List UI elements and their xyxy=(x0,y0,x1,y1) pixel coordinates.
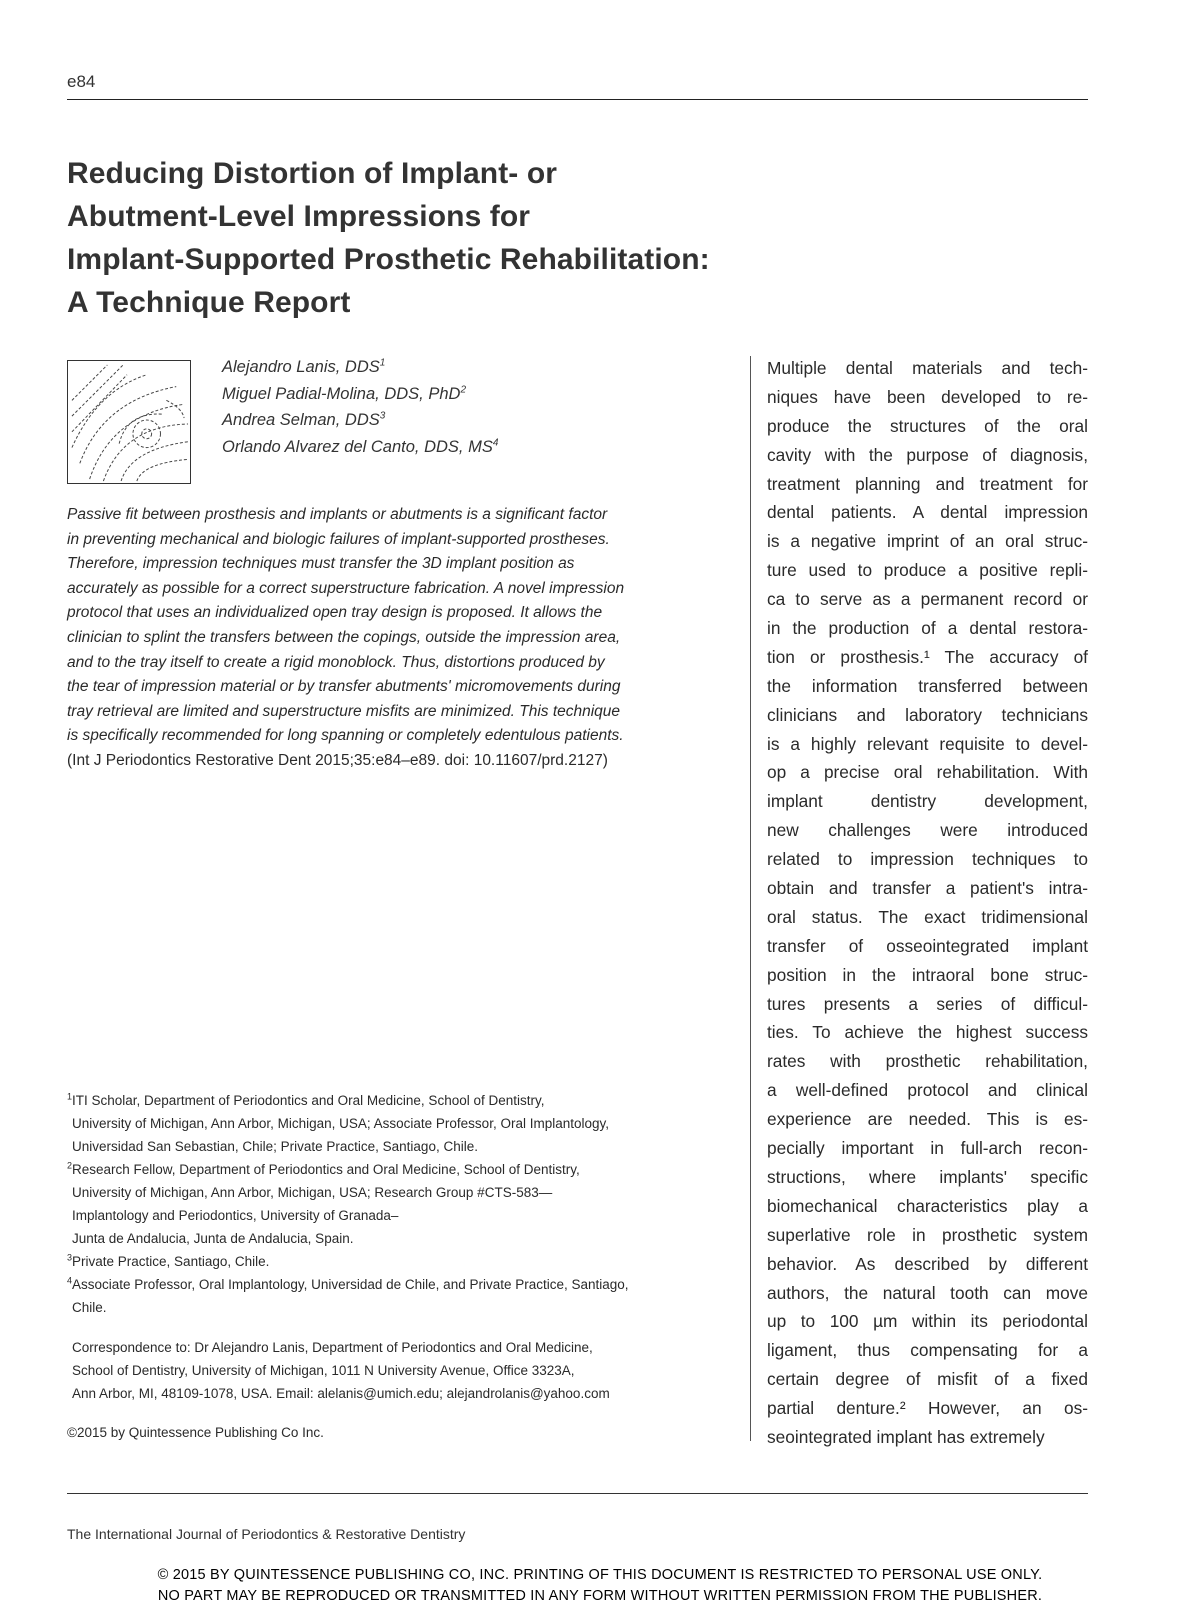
restriction-line: © 2015 BY QUINTESSENCE PUBLISHING CO, INC. PRINTING OF THIS DOCUMENT IS RESTRICTED TO PERSONAL USE ONLY. xyxy=(157,1567,1043,1583)
footer-rule xyxy=(67,1493,1088,1494)
body-line: ca to serve as a permanent record or xyxy=(767,589,1088,610)
affiliation-line xyxy=(67,1089,757,1112)
body-line: op a precise oral rehabilitation. With xyxy=(767,762,1088,783)
body-text-column xyxy=(767,354,1088,1452)
body-line: up to 100 µm within its periodontal xyxy=(767,1311,1088,1332)
body-line: clinicians and laboratory technicians xyxy=(767,704,1088,725)
body-line: treatment planning and treatment for xyxy=(767,473,1088,494)
body-line: transfer of osseointegrated implant xyxy=(767,935,1088,956)
title-line: A Technique Report xyxy=(67,286,351,319)
author-list xyxy=(222,354,498,460)
abstract-line: Therefore, impression techniques must transfer the 3D implant position as xyxy=(67,555,575,573)
copyright-notice: ©2015 by Quintessence Publishing Co Inc. xyxy=(67,1425,324,1440)
affiliation-line xyxy=(67,1250,757,1273)
body-line: seointegrated implant has extremely xyxy=(767,1426,1045,1447)
author-name: Alejandro Lanis, DDS xyxy=(222,358,380,376)
body-line: rates with prosthetic rehabilitation, xyxy=(767,1051,1088,1072)
body-line: ligament, thus compensating for a xyxy=(767,1340,1088,1361)
author-sup: 2 xyxy=(460,384,466,395)
restriction-notice xyxy=(0,1565,1200,1606)
body-line: produce the structures of the oral xyxy=(767,415,1088,436)
abstract xyxy=(67,503,747,774)
abstract-line: protocol that uses an individualized open tray design is proposed. It allows the xyxy=(67,604,603,622)
affiliation-line: Universidad San Sebastian, Chile; Private Practice, Santiago, Chile. xyxy=(72,1139,478,1154)
author xyxy=(222,381,498,408)
body-line: position in the intraoral bone struc- xyxy=(767,964,1088,985)
body-line: tures presents a series of difficul- xyxy=(767,993,1088,1014)
body-line: partial denture.² However, an os- xyxy=(767,1398,1088,1419)
body-line: related to impression techniques to xyxy=(767,849,1088,870)
body-line: is a highly relevant requisite to devel- xyxy=(767,733,1088,754)
body-line: structions, where implants' specific xyxy=(767,1166,1088,1187)
affiliation-sup: 1 xyxy=(67,1091,73,1102)
affiliation-line xyxy=(67,1273,757,1296)
body-line: tion or prosthesis.¹ The accuracy of xyxy=(767,646,1088,667)
abstract-line: and to the tray itself to create a rigid monoblock. Thus, distortions produced by xyxy=(67,653,605,671)
author-name: Orlando Alvarez del Canto, DDS, MS xyxy=(222,437,493,456)
title-line: Reducing Distortion of Implant- or xyxy=(67,157,558,190)
affiliation-text: Associate Professor, Oral Implantology, Universidad de Chile, and Private Practice, Santiago, xyxy=(72,1277,629,1292)
body-line: behavior. As described by different xyxy=(767,1253,1088,1274)
body-line: experience are needed. This is es- xyxy=(767,1109,1088,1130)
correspondence-line: School of Dentistry, University of Michigan, 1011 N University Avenue, Office 3323A, xyxy=(72,1363,575,1378)
affiliation-text: Research Fellow, Department of Periodontics and Oral Medicine, School of Dentistry, xyxy=(72,1162,580,1177)
affiliation-text: ITI Scholar, Department of Periodontics and Oral Medicine, School of Dentistry, xyxy=(72,1093,545,1108)
body-line: obtain and transfer a patient's intra- xyxy=(767,878,1088,899)
header-rule xyxy=(67,99,1088,100)
body-line: a well-defined protocol and clinical xyxy=(767,1080,1088,1101)
affiliations xyxy=(67,1089,757,1319)
body-line: pecially important in full-arch recon- xyxy=(767,1138,1088,1159)
body-line: the information transferred between xyxy=(767,675,1088,696)
abstract-line: in preventing mechanical and biologic failures of implant-supported prostheses. xyxy=(67,530,610,548)
fingerprint-logo-icon xyxy=(67,360,191,484)
body-line: implant dentistry development, xyxy=(767,791,1088,812)
affiliation-line: University of Michigan, Ann Arbor, Michigan, USA; Research Group #CTS-583— xyxy=(72,1185,553,1200)
author-sup: 3 xyxy=(379,410,386,422)
body-line: niques have been developed to re- xyxy=(767,386,1088,407)
affiliation-line: University of Michigan, Ann Arbor, Michigan, USA; Associate Professor, Oral Implantology, xyxy=(72,1116,609,1131)
body-line: authors, the natural tooth can move xyxy=(767,1282,1088,1303)
restriction-line: NO PART MAY BE REPRODUCED OR TRANSMITTED IN ANY FORM WITHOUT WRITTEN PERMISSION FROM THE PUBLISHER. xyxy=(157,1588,1043,1604)
affiliation-line: Implantology and Periodontics, University of Granada– xyxy=(72,1208,399,1223)
correspondence xyxy=(72,1336,610,1405)
correspondence-line: Correspondence to: Dr Alejandro Lanis, Department of Periodontics and Oral Medicine, xyxy=(72,1340,593,1355)
article-title xyxy=(67,152,867,324)
abstract-line: tray retrieval are limited and superstructure misfits are minimized. This technique xyxy=(67,702,621,720)
affiliation-text: Private Practice, Santiago, Chile. xyxy=(72,1254,270,1269)
author-sup: 4 xyxy=(492,437,499,448)
body-line: cavity with the purpose of diagnosis, xyxy=(767,444,1088,465)
abstract-line: the tear of impression material or by transfer abutments' micromovements during xyxy=(67,678,621,696)
abstract-line: is specifically recommended for long spanning or completely edentulous patients. xyxy=(67,727,624,745)
author-sup: 1 xyxy=(379,357,386,369)
body-line: superlative role in prosthetic system xyxy=(767,1224,1088,1245)
author-name: Andrea Selman, DDS xyxy=(222,411,380,429)
affiliation-sup: 3 xyxy=(67,1252,73,1263)
body-line: ties. To achieve the highest success xyxy=(767,1022,1088,1043)
body-line: is a negative imprint of an oral struc- xyxy=(767,531,1088,552)
column-divider xyxy=(750,356,751,1441)
abstract-line: clinician to splint the transfers between the copings, outside the impression area, xyxy=(67,628,621,646)
title-line: Abutment-Level Impressions for xyxy=(67,200,531,233)
body-line: ture used to produce a positive repli- xyxy=(767,560,1088,581)
abstract-line: Passive fit between prosthesis and implants or abutments is a significant factor xyxy=(67,506,608,523)
affiliation-sup: 2 xyxy=(67,1160,73,1171)
body-line: Multiple dental materials and tech- xyxy=(767,358,1088,378)
author xyxy=(222,434,498,461)
citation: (Int J Periodontics Restorative Dent 2015;35:e84–e89. doi: 10.11607/prd.2127) xyxy=(67,751,608,769)
page-number: e84 xyxy=(67,72,96,91)
author-name: Miguel Padial-Molina, DDS, PhD xyxy=(222,384,461,403)
body-line: certain degree of misfit of a fixed xyxy=(767,1369,1088,1390)
affiliation-line: Chile. xyxy=(72,1300,107,1315)
author xyxy=(222,407,498,434)
journal-name: The International Journal of Periodontics & Restorative Dentistry xyxy=(67,1526,466,1542)
affiliation-line: Junta de Andalucia, Junta de Andalucia, Spain. xyxy=(72,1231,354,1246)
body-line: oral status. The exact tridimensional xyxy=(767,906,1088,927)
body-line: biomechanical characteristics play a xyxy=(767,1195,1088,1216)
body-line: in the production of a dental restora- xyxy=(767,618,1088,639)
abstract-line: accurately as possible for a correct superstructure fabrication. A novel impression xyxy=(67,579,625,597)
title-line: Implant-Supported Prosthetic Rehabilitation: xyxy=(67,243,710,276)
body-line: new challenges were introduced xyxy=(767,820,1088,841)
correspondence-line: Ann Arbor, MI, 48109-1078, USA. Email: alelanis@umich.edu; alejandrolanis@yahoo.com xyxy=(72,1386,610,1401)
author xyxy=(222,354,498,381)
affiliation-line xyxy=(67,1158,757,1181)
body-line: dental patients. A dental impression xyxy=(767,502,1088,523)
affiliation-sup: 4 xyxy=(67,1275,73,1286)
